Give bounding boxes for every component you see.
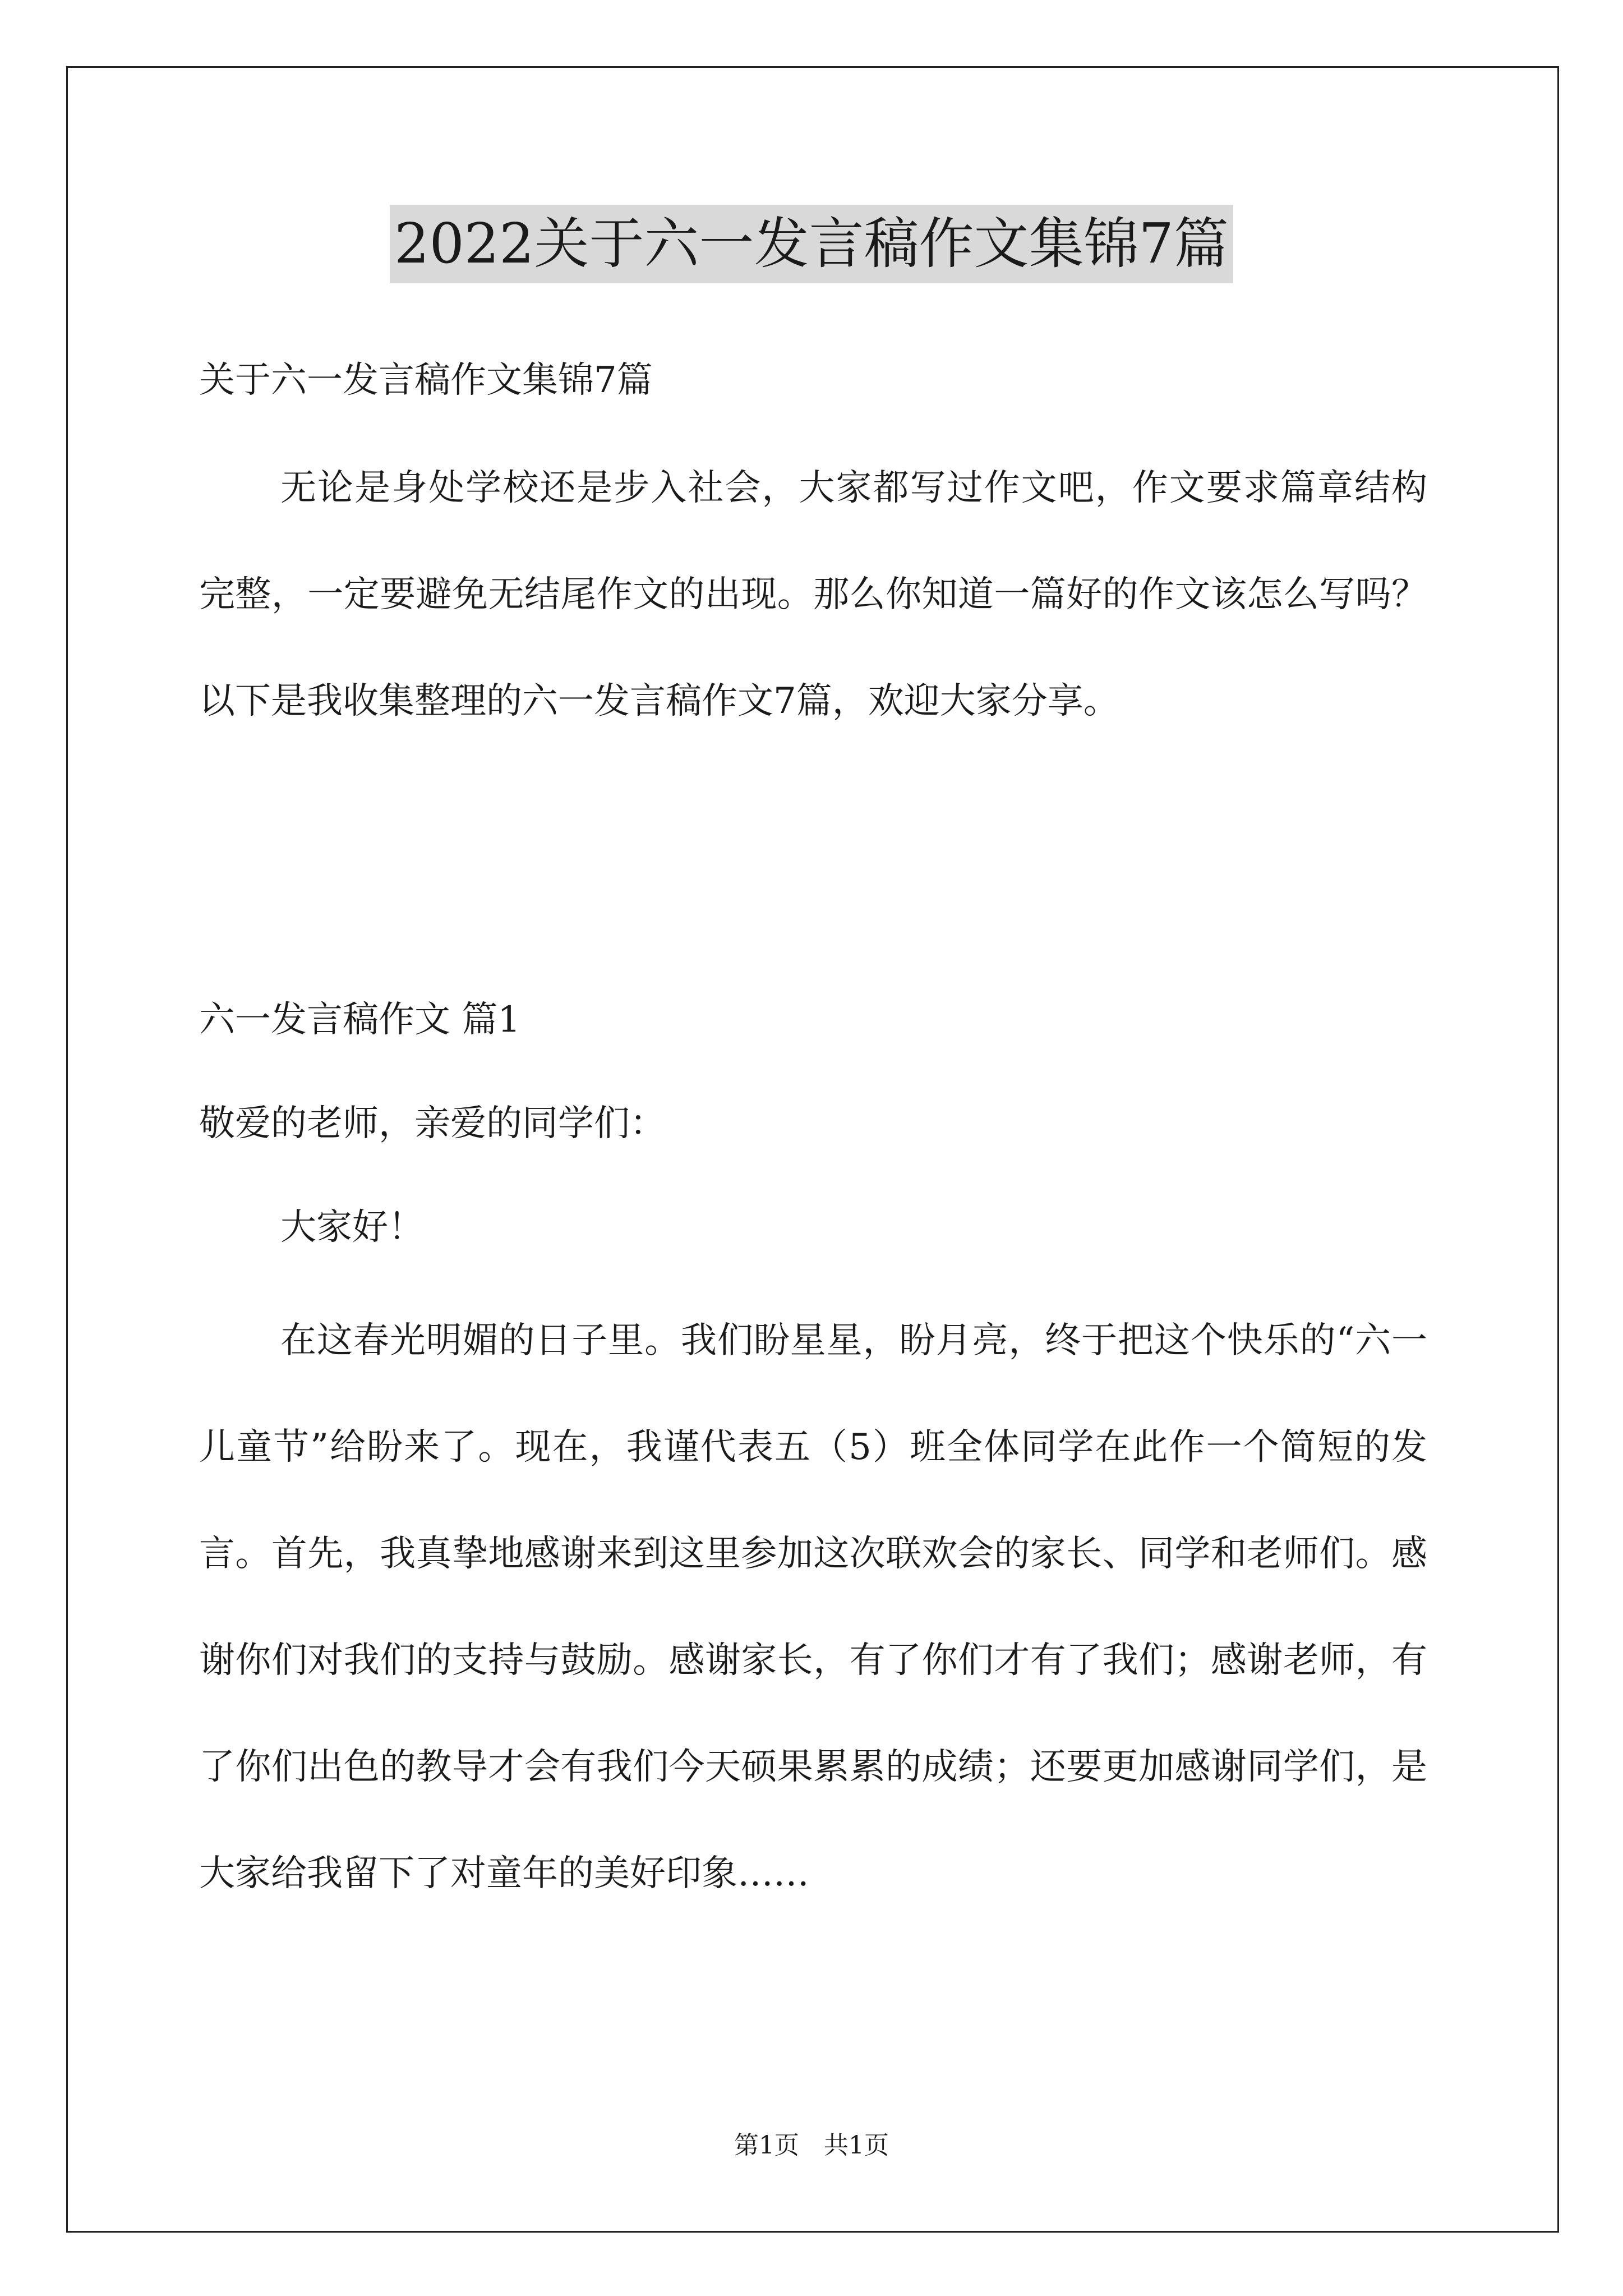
page-footer: 第1页 共1页 <box>734 2131 889 2160</box>
intro-paragraph: 无论是身处学校还是步入社会，大家都写过作文吧，作文要求篇章结构完整，一定要避免无结尾作文的出现。那么你知道一篇好的作文该怎么写吗？以下是我收集整理的六一发言稿作文7篇，欢迎大家分享。 <box>199 467 1427 722</box>
body-paragraph: 在这春光明媚的日子里。我们盼星星，盼月亮，终于把这个快乐的“六一儿童节”给盼来了。现在，我谨代表五（5）班全体同学在此作一个简短的发言。首先，我真挚地感谢来到这里参加这次联欢会的家长、同学和老师们。感谢你们对我们的支持与鼓励。感谢家长，有了你们才有了我们；感谢老师，有了你们出色的教导才会有我们今天硕果累累的成绩；还要更加感谢同学们，是大家给我留下了对童年的美好印象…… <box>199 1320 1427 1894</box>
section-heading: 六一发言稿作文 篇1 <box>199 999 521 1041</box>
greeting: 大家好！ <box>280 1207 424 1248</box>
document-title: 2022关于六一发言稿作文集锦7篇 <box>390 205 1233 283</box>
salutation: 敬爱的老师，亲爱的同学们： <box>199 1103 666 1144</box>
title-container <box>0 205 1623 283</box>
document-subtitle: 关于六一发言稿作文集锦7篇 <box>199 360 653 401</box>
